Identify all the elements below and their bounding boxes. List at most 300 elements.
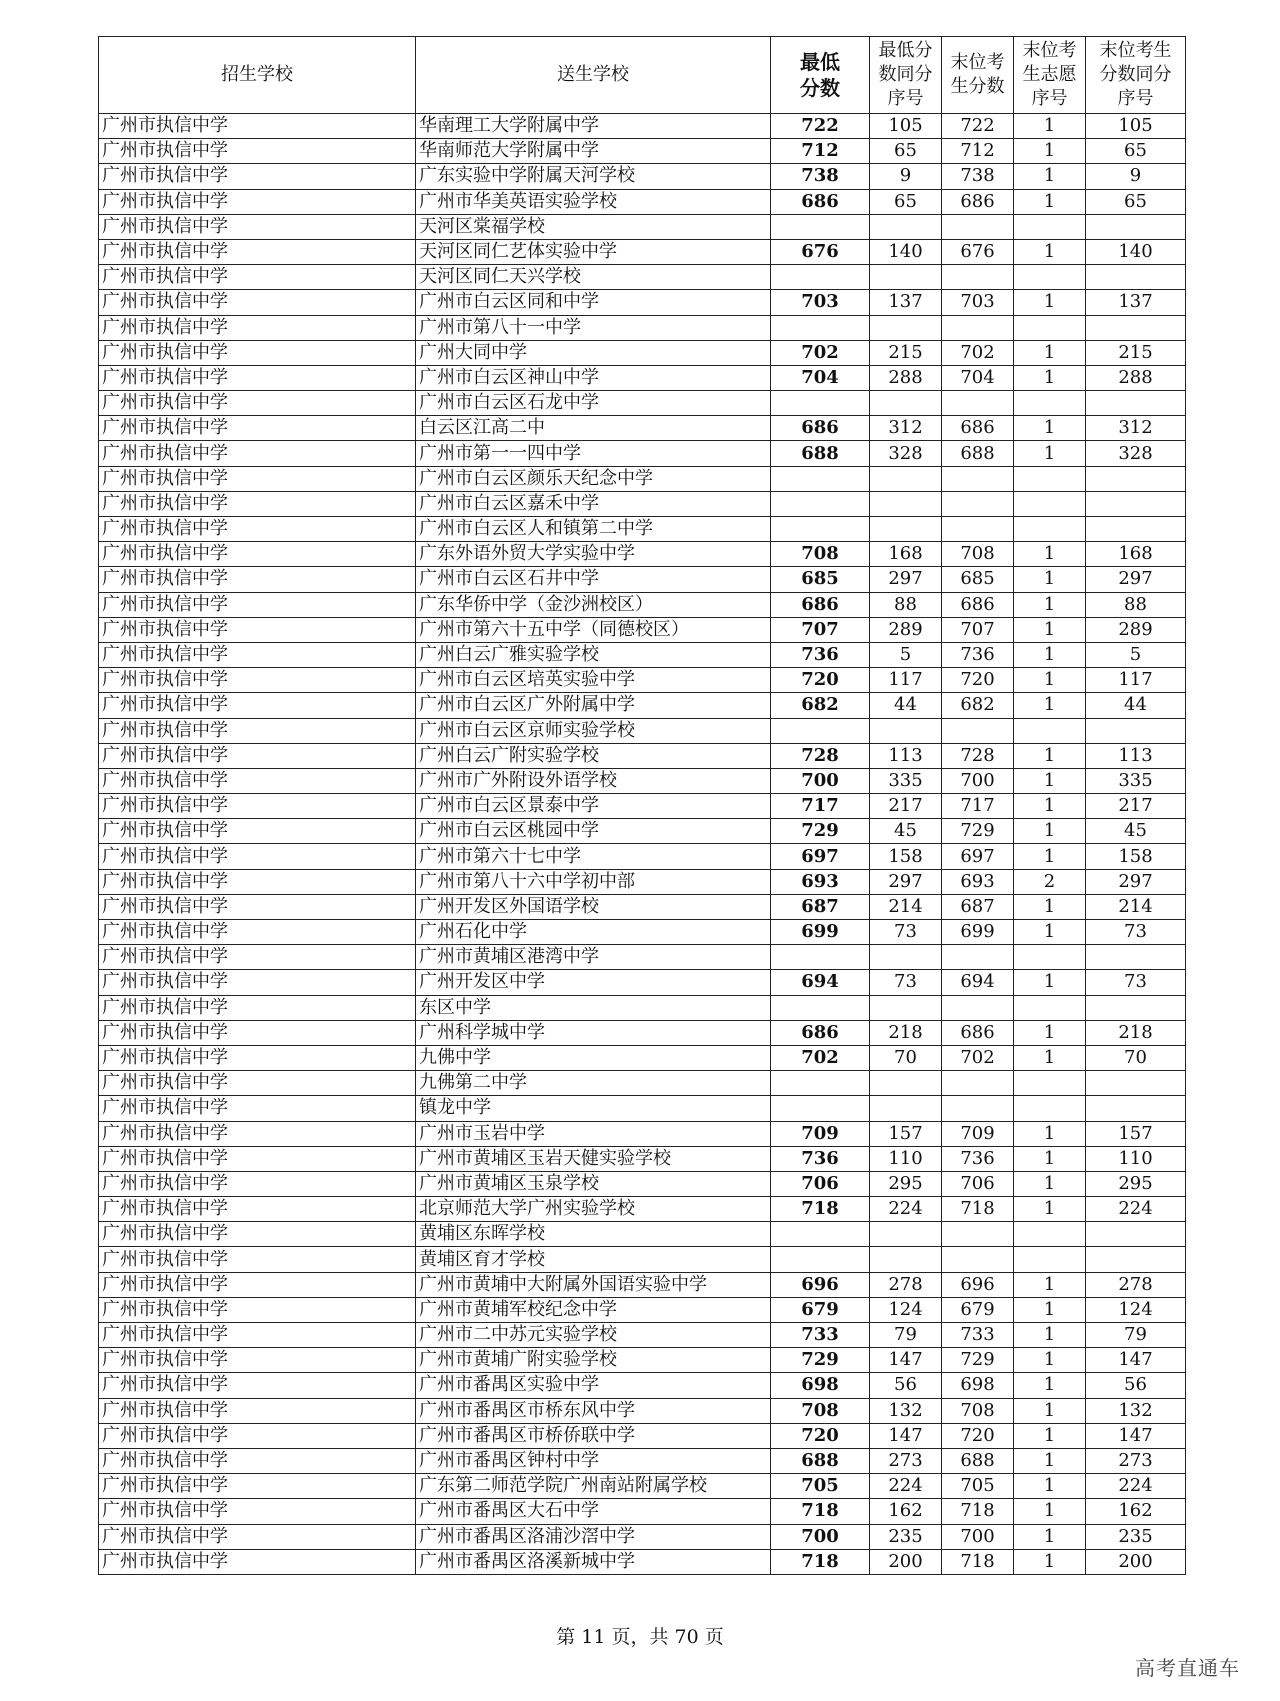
cell-last-score: 703 xyxy=(942,290,1014,315)
header-line: 序号 xyxy=(1117,88,1154,109)
cell-min-score: 696 xyxy=(771,1272,870,1297)
cell-last-choice-rank: 1 xyxy=(1014,114,1086,139)
cell-enroll-school: 广州市执信中学 xyxy=(99,1197,416,1222)
cell-last-choice-rank: 1 xyxy=(1014,416,1086,441)
cell-min-score: 700 xyxy=(771,768,870,793)
cell-min-score: 698 xyxy=(771,1373,870,1398)
cell-last-choice-rank xyxy=(1014,391,1086,416)
cell-sending-school: 广州市番禺区市桥东风中学 xyxy=(416,1398,771,1423)
table-row xyxy=(99,114,1186,139)
cell-last-score: 685 xyxy=(942,567,1014,592)
cell-last-score: 708 xyxy=(942,542,1014,567)
cell-min-score-tie-rank: 224 xyxy=(870,1474,942,1499)
table-row xyxy=(99,466,1186,491)
cell-sending-school: 广州市白云区神山中学 xyxy=(416,365,771,390)
cell-last-choice-rank xyxy=(1014,214,1086,239)
cell-min-score: 717 xyxy=(771,794,870,819)
cell-sending-school: 广州市白云区颜乐天纪念中学 xyxy=(416,466,771,491)
table-row xyxy=(99,189,1186,214)
cell-last-choice-rank xyxy=(1014,517,1086,542)
cell-last-choice-rank: 1 xyxy=(1014,441,1086,466)
cell-min-score-tie-rank: 88 xyxy=(870,592,942,617)
cell-sending-school: 广东外语外贸大学实验中学 xyxy=(416,542,771,567)
cell-min-score: 699 xyxy=(771,920,870,945)
header-last-score-tie-rank xyxy=(1086,37,1186,114)
cell-last-choice-rank: 1 xyxy=(1014,1197,1086,1222)
cell-min-score: 697 xyxy=(771,844,870,869)
cell-enroll-school: 广州市执信中学 xyxy=(99,1398,416,1423)
cell-last-score-tie-rank: 157 xyxy=(1086,1121,1186,1146)
cell-min-score-tie-rank xyxy=(870,1247,942,1272)
cell-min-score-tie-rank: 278 xyxy=(870,1272,942,1297)
cell-last-score: 708 xyxy=(942,1398,1014,1423)
table-row xyxy=(99,617,1186,642)
cell-min-score xyxy=(771,945,870,970)
table-row xyxy=(99,945,1186,970)
table-row xyxy=(99,139,1186,164)
table-row xyxy=(99,642,1186,667)
cell-min-score: 707 xyxy=(771,617,870,642)
cell-enroll-school: 广州市执信中学 xyxy=(99,1297,416,1322)
cell-min-score-tie-rank: 335 xyxy=(870,768,942,793)
cell-enroll-school: 广州市执信中学 xyxy=(99,1171,416,1196)
cell-last-score-tie-rank: 295 xyxy=(1086,1171,1186,1196)
cell-sending-school: 广州市番禺区实验中学 xyxy=(416,1373,771,1398)
cell-min-score: 720 xyxy=(771,668,870,693)
header-line: 生分数 xyxy=(950,76,1005,97)
table-row xyxy=(99,1297,1186,1322)
header-line: 序号 xyxy=(887,88,924,109)
cell-enroll-school: 广州市执信中学 xyxy=(99,1247,416,1272)
cell-last-choice-rank: 1 xyxy=(1014,794,1086,819)
cell-enroll-school: 广州市执信中学 xyxy=(99,768,416,793)
cell-last-choice-rank: 1 xyxy=(1014,1524,1086,1549)
cell-last-score: 686 xyxy=(942,189,1014,214)
cell-min-score: 729 xyxy=(771,1348,870,1373)
cell-last-score-tie-rank: 79 xyxy=(1086,1323,1186,1348)
cell-last-score: 682 xyxy=(942,693,1014,718)
table-row xyxy=(99,1348,1186,1373)
table-row xyxy=(99,1171,1186,1196)
table-row xyxy=(99,239,1186,264)
cell-last-score: 736 xyxy=(942,1146,1014,1171)
header-line: 分数 xyxy=(800,76,840,100)
cell-last-score xyxy=(942,1247,1014,1272)
cell-last-score: 702 xyxy=(942,1045,1014,1070)
cell-last-score: 676 xyxy=(942,239,1014,264)
header-line: 末位考生 xyxy=(1099,40,1172,61)
cell-enroll-school: 广州市执信中学 xyxy=(99,844,416,869)
cell-last-score: 728 xyxy=(942,743,1014,768)
cell-last-choice-rank xyxy=(1014,265,1086,290)
cell-last-score: 738 xyxy=(942,164,1014,189)
cell-last-score-tie-rank: 44 xyxy=(1086,693,1186,718)
cell-min-score-tie-rank xyxy=(870,491,942,516)
cell-last-score-tie-rank: 147 xyxy=(1086,1348,1186,1373)
cell-last-score: 688 xyxy=(942,1448,1014,1473)
cell-last-choice-rank xyxy=(1014,1096,1086,1121)
cell-min-score: 709 xyxy=(771,1121,870,1146)
cell-min-score: 736 xyxy=(771,1146,870,1171)
cell-enroll-school: 广州市执信中学 xyxy=(99,1272,416,1297)
cell-min-score-tie-rank: 217 xyxy=(870,794,942,819)
cell-last-score: 702 xyxy=(942,340,1014,365)
table-row xyxy=(99,1222,1186,1247)
cell-enroll-school: 广州市执信中学 xyxy=(99,743,416,768)
cell-enroll-school: 广州市执信中学 xyxy=(99,592,416,617)
cell-last-score-tie-rank: 289 xyxy=(1086,617,1186,642)
cell-enroll-school: 广州市执信中学 xyxy=(99,1549,416,1574)
cell-enroll-school: 广州市执信中学 xyxy=(99,214,416,239)
cell-enroll-school: 广州市执信中学 xyxy=(99,114,416,139)
cell-enroll-school: 广州市执信中学 xyxy=(99,491,416,516)
cell-sending-school: 广州市第六十五中学（同德校区） xyxy=(416,617,771,642)
cell-min-score: 693 xyxy=(771,869,870,894)
cell-last-choice-rank: 1 xyxy=(1014,970,1086,995)
cell-last-score-tie-rank: 73 xyxy=(1086,920,1186,945)
cell-sending-school: 广州市黄埔广附实验学校 xyxy=(416,1348,771,1373)
header-last-score xyxy=(942,37,1014,114)
cell-min-score: 688 xyxy=(771,1448,870,1473)
cell-enroll-school: 广州市执信中学 xyxy=(99,315,416,340)
cell-min-score-tie-rank xyxy=(870,517,942,542)
table-row xyxy=(99,1045,1186,1070)
table-row xyxy=(99,995,1186,1020)
cell-last-score-tie-rank: 56 xyxy=(1086,1373,1186,1398)
cell-last-score-tie-rank: 200 xyxy=(1086,1549,1186,1574)
cell-min-score: 722 xyxy=(771,114,870,139)
cell-last-score-tie-rank: 297 xyxy=(1086,869,1186,894)
cell-sending-school: 广州开发区中学 xyxy=(416,970,771,995)
cell-last-score: 679 xyxy=(942,1297,1014,1322)
cell-last-score xyxy=(942,466,1014,491)
cell-min-score-tie-rank: 288 xyxy=(870,365,942,390)
cell-last-score-tie-rank xyxy=(1086,1096,1186,1121)
cell-last-choice-rank: 1 xyxy=(1014,1121,1086,1146)
table-row xyxy=(99,1121,1186,1146)
cell-enroll-school: 广州市执信中学 xyxy=(99,970,416,995)
cell-sending-school: 广州市华美英语实验学校 xyxy=(416,189,771,214)
cell-last-choice-rank: 1 xyxy=(1014,743,1086,768)
cell-last-choice-rank: 1 xyxy=(1014,1474,1086,1499)
cell-min-score-tie-rank xyxy=(870,1071,942,1096)
cell-last-score: 700 xyxy=(942,768,1014,793)
cell-min-score-tie-rank: 328 xyxy=(870,441,942,466)
cell-sending-school: 广州科学城中学 xyxy=(416,1020,771,1045)
cell-min-score-tie-rank: 157 xyxy=(870,1121,942,1146)
cell-sending-school: 广州市广外附设外语学校 xyxy=(416,768,771,793)
cell-min-score-tie-rank: 295 xyxy=(870,1171,942,1196)
cell-min-score-tie-rank: 147 xyxy=(870,1348,942,1373)
table-row xyxy=(99,668,1186,693)
cell-enroll-school: 广州市执信中学 xyxy=(99,819,416,844)
cell-min-score-tie-rank: 117 xyxy=(870,668,942,693)
cell-min-score: 718 xyxy=(771,1197,870,1222)
cell-min-score xyxy=(771,1247,870,1272)
cell-sending-school: 天河区同仁天兴学校 xyxy=(416,265,771,290)
cell-sending-school: 广州市白云区石井中学 xyxy=(416,567,771,592)
table-row xyxy=(99,970,1186,995)
watermark-text: 高考直通车 xyxy=(1135,1656,1240,1680)
cell-sending-school: 广东第二师范学院广州南站附属学校 xyxy=(416,1474,771,1499)
cell-last-choice-rank: 1 xyxy=(1014,365,1086,390)
cell-last-score-tie-rank: 288 xyxy=(1086,365,1186,390)
cell-min-score: 700 xyxy=(771,1524,870,1549)
cell-last-score-tie-rank xyxy=(1086,466,1186,491)
cell-last-score: 720 xyxy=(942,668,1014,693)
header-line: 最低 xyxy=(800,50,840,74)
cell-min-score-tie-rank: 73 xyxy=(870,920,942,945)
cell-last-choice-rank xyxy=(1014,491,1086,516)
cell-enroll-school: 广州市执信中学 xyxy=(99,1146,416,1171)
cell-last-choice-rank: 1 xyxy=(1014,668,1086,693)
cell-last-choice-rank: 1 xyxy=(1014,1549,1086,1574)
cell-last-score-tie-rank xyxy=(1086,491,1186,516)
cell-last-score: 718 xyxy=(942,1499,1014,1524)
cell-last-choice-rank: 1 xyxy=(1014,340,1086,365)
cell-sending-school: 广州市玉岩中学 xyxy=(416,1121,771,1146)
cell-min-score: 702 xyxy=(771,1045,870,1070)
cell-last-choice-rank: 1 xyxy=(1014,642,1086,667)
cell-last-choice-rank: 1 xyxy=(1014,768,1086,793)
cell-last-choice-rank: 1 xyxy=(1014,1045,1086,1070)
cell-last-score-tie-rank: 9 xyxy=(1086,164,1186,189)
cell-last-score-tie-rank: 214 xyxy=(1086,894,1186,919)
table-row xyxy=(99,1549,1186,1574)
table-row xyxy=(99,718,1186,743)
cell-sending-school: 黄埔区东晖学校 xyxy=(416,1222,771,1247)
cell-enroll-school: 广州市执信中学 xyxy=(99,920,416,945)
cell-last-score-tie-rank: 312 xyxy=(1086,416,1186,441)
cell-min-score-tie-rank: 105 xyxy=(870,114,942,139)
cell-min-score-tie-rank: 79 xyxy=(870,1323,942,1348)
cell-last-score: 699 xyxy=(942,920,1014,945)
cell-last-score-tie-rank: 65 xyxy=(1086,189,1186,214)
cell-enroll-school: 广州市执信中学 xyxy=(99,542,416,567)
cell-sending-school: 华南师范大学附属中学 xyxy=(416,139,771,164)
cell-last-score: 717 xyxy=(942,794,1014,819)
table-row xyxy=(99,517,1186,542)
cell-min-score-tie-rank: 45 xyxy=(870,819,942,844)
cell-min-score: 679 xyxy=(771,1297,870,1322)
cell-sending-school: 北京师范大学广州实验学校 xyxy=(416,1197,771,1222)
cell-enroll-school: 广州市执信中学 xyxy=(99,517,416,542)
cell-last-score-tie-rank: 224 xyxy=(1086,1474,1186,1499)
header-min-score-tie-rank xyxy=(870,37,942,114)
cell-enroll-school: 广州市执信中学 xyxy=(99,1121,416,1146)
cell-min-score: 686 xyxy=(771,592,870,617)
cell-last-score: 718 xyxy=(942,1197,1014,1222)
cell-last-choice-rank: 1 xyxy=(1014,1297,1086,1322)
cell-min-score: 685 xyxy=(771,567,870,592)
table-row xyxy=(99,164,1186,189)
cell-enroll-school: 广州市执信中学 xyxy=(99,1323,416,1348)
cell-min-score xyxy=(771,718,870,743)
cell-enroll-school: 广州市执信中学 xyxy=(99,894,416,919)
table-row xyxy=(99,491,1186,516)
cell-enroll-school: 广州市执信中学 xyxy=(99,290,416,315)
cell-min-score xyxy=(771,1222,870,1247)
table-row xyxy=(99,819,1186,844)
cell-enroll-school: 广州市执信中学 xyxy=(99,1448,416,1473)
cell-last-choice-rank xyxy=(1014,945,1086,970)
cell-last-choice-rank xyxy=(1014,1247,1086,1272)
table-body xyxy=(99,114,1186,1575)
cell-min-score xyxy=(771,265,870,290)
cell-min-score: 686 xyxy=(771,1020,870,1045)
cell-last-score: 704 xyxy=(942,365,1014,390)
cell-last-score-tie-rank: 218 xyxy=(1086,1020,1186,1045)
cell-min-score-tie-rank xyxy=(870,995,942,1020)
cell-last-score-tie-rank: 147 xyxy=(1086,1423,1186,1448)
cell-min-score xyxy=(771,391,870,416)
cell-last-choice-rank xyxy=(1014,466,1086,491)
cell-last-choice-rank xyxy=(1014,1071,1086,1096)
cell-last-score xyxy=(942,491,1014,516)
cell-last-score: 720 xyxy=(942,1423,1014,1448)
cell-last-choice-rank: 1 xyxy=(1014,1323,1086,1348)
cell-last-choice-rank xyxy=(1014,718,1086,743)
table-row xyxy=(99,567,1186,592)
cell-sending-school: 白云区江高二中 xyxy=(416,416,771,441)
cell-sending-school: 广州市黄埔区玉泉学校 xyxy=(416,1171,771,1196)
cell-min-score-tie-rank: 65 xyxy=(870,189,942,214)
cell-min-score-tie-rank xyxy=(870,391,942,416)
cell-last-score-tie-rank xyxy=(1086,265,1186,290)
cell-sending-school: 广州市白云区嘉禾中学 xyxy=(416,491,771,516)
table-row xyxy=(99,592,1186,617)
cell-min-score: 736 xyxy=(771,642,870,667)
cell-last-score-tie-rank: 65 xyxy=(1086,139,1186,164)
cell-min-score-tie-rank: 110 xyxy=(870,1146,942,1171)
cell-enroll-school: 广州市执信中学 xyxy=(99,1423,416,1448)
cell-last-score: 696 xyxy=(942,1272,1014,1297)
cell-last-score xyxy=(942,995,1014,1020)
cell-min-score-tie-rank: 162 xyxy=(870,1499,942,1524)
table-row xyxy=(99,794,1186,819)
cell-last-choice-rank: 1 xyxy=(1014,1272,1086,1297)
cell-last-choice-rank: 1 xyxy=(1014,1171,1086,1196)
cell-last-choice-rank xyxy=(1014,1222,1086,1247)
admission-score-table xyxy=(98,36,1186,1575)
cell-enroll-school: 广州市执信中学 xyxy=(99,466,416,491)
cell-enroll-school: 广州市执信中学 xyxy=(99,1222,416,1247)
cell-last-choice-rank: 1 xyxy=(1014,164,1086,189)
cell-sending-school: 镇龙中学 xyxy=(416,1096,771,1121)
cell-last-score: 712 xyxy=(942,139,1014,164)
cell-enroll-school: 广州市执信中学 xyxy=(99,642,416,667)
cell-min-score-tie-rank: 235 xyxy=(870,1524,942,1549)
table-row xyxy=(99,214,1186,239)
cell-last-score xyxy=(942,265,1014,290)
header-line: 最低分 xyxy=(878,40,933,61)
cell-min-score: 718 xyxy=(771,1499,870,1524)
table-row xyxy=(99,1524,1186,1549)
cell-last-score: 693 xyxy=(942,869,1014,894)
cell-min-score-tie-rank: 9 xyxy=(870,164,942,189)
cell-last-score-tie-rank: 110 xyxy=(1086,1146,1186,1171)
cell-sending-school: 广州白云广附实验学校 xyxy=(416,743,771,768)
cell-last-score-tie-rank xyxy=(1086,315,1186,340)
cell-min-score: 720 xyxy=(771,1423,870,1448)
cell-last-score: 686 xyxy=(942,1020,1014,1045)
cell-enroll-school: 广州市执信中学 xyxy=(99,794,416,819)
header-line: 送生学校 xyxy=(557,64,629,85)
cell-min-score-tie-rank: 65 xyxy=(870,139,942,164)
cell-min-score: 676 xyxy=(771,239,870,264)
cell-min-score-tie-rank xyxy=(870,265,942,290)
table-row xyxy=(99,391,1186,416)
cell-min-score xyxy=(771,214,870,239)
cell-last-score-tie-rank: 297 xyxy=(1086,567,1186,592)
cell-last-score-tie-rank: 137 xyxy=(1086,290,1186,315)
cell-min-score-tie-rank: 56 xyxy=(870,1373,942,1398)
cell-last-score-tie-rank: 117 xyxy=(1086,668,1186,693)
cell-last-score: 694 xyxy=(942,970,1014,995)
cell-min-score: 702 xyxy=(771,340,870,365)
header-line: 数同分 xyxy=(878,64,933,85)
table-row xyxy=(99,315,1186,340)
cell-last-score-tie-rank: 45 xyxy=(1086,819,1186,844)
table-row xyxy=(99,1020,1186,1045)
cell-last-choice-rank: 1 xyxy=(1014,1146,1086,1171)
cell-last-choice-rank: 1 xyxy=(1014,1499,1086,1524)
cell-last-choice-rank: 1 xyxy=(1014,920,1086,945)
cell-min-score-tie-rank: 124 xyxy=(870,1297,942,1322)
cell-last-choice-rank: 1 xyxy=(1014,819,1086,844)
cell-enroll-school: 广州市执信中学 xyxy=(99,1499,416,1524)
cell-sending-school: 广东华侨中学（金沙洲校区） xyxy=(416,592,771,617)
cell-last-score xyxy=(942,1071,1014,1096)
cell-last-choice-rank: 1 xyxy=(1014,189,1086,214)
cell-min-score-tie-rank: 5 xyxy=(870,642,942,667)
cell-last-score-tie-rank xyxy=(1086,391,1186,416)
cell-last-score-tie-rank xyxy=(1086,1071,1186,1096)
cell-enroll-school: 广州市执信中学 xyxy=(99,164,416,189)
cell-min-score: 708 xyxy=(771,1398,870,1423)
cell-last-score-tie-rank: 217 xyxy=(1086,794,1186,819)
cell-sending-school: 广州市黄埔军校纪念中学 xyxy=(416,1297,771,1322)
table-row xyxy=(99,869,1186,894)
cell-last-score xyxy=(942,214,1014,239)
table-row xyxy=(99,1197,1186,1222)
cell-last-score-tie-rank xyxy=(1086,945,1186,970)
cell-last-score xyxy=(942,315,1014,340)
cell-sending-school: 广州市白云区培英实验中学 xyxy=(416,668,771,693)
table-row xyxy=(99,1323,1186,1348)
cell-sending-school: 广州市第八十六中学初中部 xyxy=(416,869,771,894)
cell-last-choice-rank: 1 xyxy=(1014,1448,1086,1473)
cell-last-score-tie-rank: 215 xyxy=(1086,340,1186,365)
cell-last-choice-rank: 1 xyxy=(1014,139,1086,164)
cell-min-score: 682 xyxy=(771,693,870,718)
cell-last-score: 686 xyxy=(942,416,1014,441)
cell-min-score-tie-rank: 312 xyxy=(870,416,942,441)
cell-min-score xyxy=(771,1071,870,1096)
cell-last-choice-rank: 1 xyxy=(1014,567,1086,592)
cell-enroll-school: 广州市执信中学 xyxy=(99,995,416,1020)
cell-sending-school: 广州市白云区人和镇第二中学 xyxy=(416,517,771,542)
cell-min-score-tie-rank xyxy=(870,214,942,239)
header-last-choice-rank xyxy=(1014,37,1086,114)
cell-min-score: 738 xyxy=(771,164,870,189)
cell-last-choice-rank: 1 xyxy=(1014,693,1086,718)
cell-min-score-tie-rank xyxy=(870,466,942,491)
table-row xyxy=(99,768,1186,793)
cell-sending-school: 广州市黄埔中大附属外国语实验中学 xyxy=(416,1272,771,1297)
cell-last-score-tie-rank: 132 xyxy=(1086,1398,1186,1423)
cell-min-score xyxy=(771,315,870,340)
